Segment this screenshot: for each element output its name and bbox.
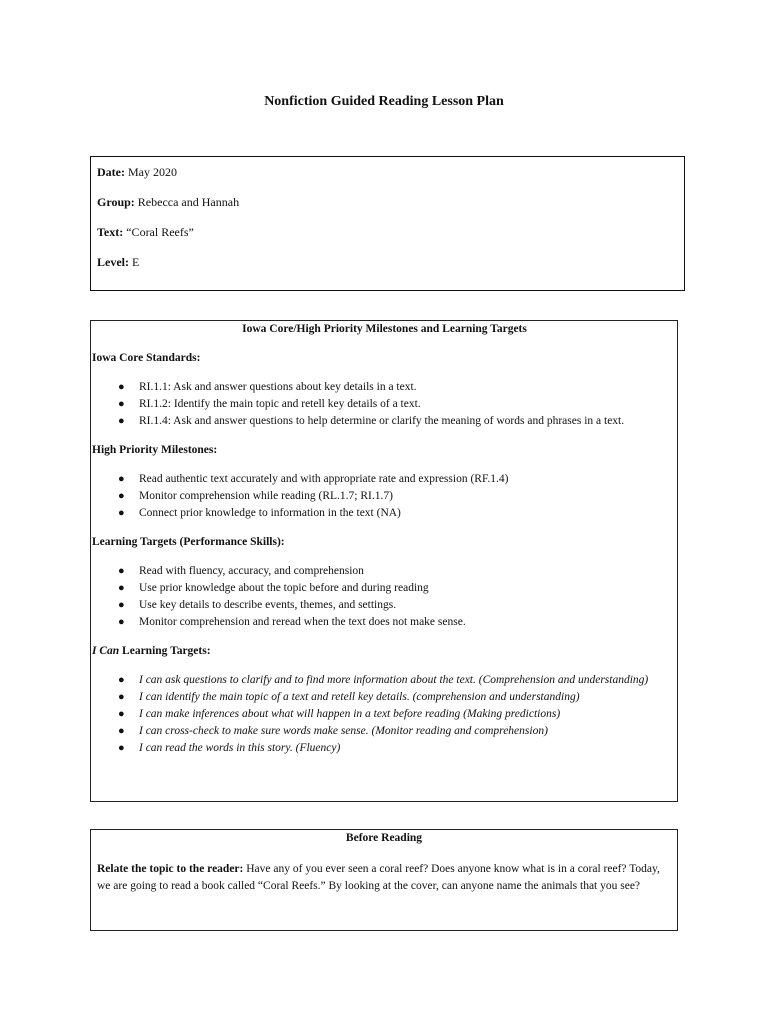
bullet-icon: ●	[118, 490, 125, 502]
list-item: ● RI.1.2: Identify the main topic and retell key details of a text.	[92, 396, 677, 413]
bullet-icon: ●	[118, 708, 125, 720]
bullet-icon: ●	[118, 599, 125, 611]
iowa-core-heading: Iowa Core Standards:	[92, 352, 201, 364]
milestones-heading: High Priority Milestones:	[92, 444, 218, 456]
list-item: ● Use prior knowledge about the topic before and during reading	[92, 580, 677, 597]
date-line	[97, 164, 678, 181]
bullet-icon: ●	[118, 616, 125, 628]
standards-box	[90, 320, 678, 802]
text-line	[97, 224, 678, 241]
standards-heading: Iowa Core/High Priority Milestones and Learning Targets	[242, 323, 527, 335]
level-label: Level:	[97, 255, 129, 269]
page-title: Nonfiction Guided Reading Lesson Plan	[264, 94, 504, 109]
bullet-icon: ●	[118, 742, 125, 754]
bullet-icon: ●	[118, 398, 125, 410]
level-value: E	[129, 255, 140, 269]
list-item: ● Connect prior knowledge to information in the text (NA)	[92, 505, 677, 522]
level-line	[97, 254, 678, 271]
list-item: ● Read authentic text accurately and with appropriate rate and expression (RF.1.4)	[92, 471, 677, 488]
group-value: Rebecca and Hannah	[134, 195, 240, 209]
list-item: ● RI.1.4: Ask and answer questions to help determine or clarify the meaning of words and phrases in a text.	[92, 413, 677, 430]
learning-targets-list	[92, 563, 677, 631]
list-item: ● Monitor comprehension and reread when the text does not make sense.	[92, 614, 677, 631]
list-item: ● I can make inferences about what will happen in a text before reading (Making predictions)	[92, 706, 677, 723]
lesson-info-box	[90, 156, 685, 291]
relate-topic-paragraph	[97, 861, 671, 895]
bullet-icon: ●	[118, 565, 125, 577]
text-value: “Coral Reefs”	[123, 225, 194, 239]
date-label: Date:	[97, 165, 125, 179]
learning-targets-heading: Learning Targets (Performance Skills):	[92, 536, 285, 548]
list-item: ● I can read the words in this story. (Fluency)	[92, 740, 677, 757]
milestones-list	[92, 471, 677, 522]
list-item: ● RI.1.1: Ask and answer questions about key details in a text.	[92, 379, 677, 396]
ican-targets-list	[92, 672, 677, 757]
list-item: ● I can ask questions to clarify and to find more information about the text. (Comprehension and understanding)	[92, 672, 677, 689]
bullet-icon: ●	[118, 415, 125, 427]
relate-topic-label: Relate the topic to the reader:	[97, 863, 244, 875]
list-item: ● I can identify the main topic of a text and retell key details. (comprehension and understanding)	[92, 689, 677, 706]
bullet-icon: ●	[118, 507, 125, 519]
group-line	[97, 194, 678, 211]
bullet-icon: ●	[118, 582, 125, 594]
group-label: Group	[97, 195, 131, 209]
list-item: ● Monitor comprehension while reading (RL.1.7; RI.1.7)	[92, 488, 677, 505]
ican-targets-heading	[92, 643, 677, 660]
bullet-icon: ●	[118, 674, 125, 686]
before-reading-heading: Before Reading	[345, 832, 423, 844]
group-colon: :	[130, 195, 135, 209]
bullet-icon: ●	[118, 725, 125, 737]
bullet-icon: ●	[118, 473, 125, 485]
ican-prefix: I Can	[92, 645, 120, 657]
list-item: ● Read with fluency, accuracy, and comprehension	[92, 563, 677, 580]
ican-heading-rest: Learning Targets:	[119, 645, 211, 657]
iowa-core-list	[92, 379, 677, 430]
relate-topic-text: Have any of you ever seen a coral reef? Does anyone know what is in a coral reef? Today, we are going to read a book called “Coral Reefs.” By looking at the cover, can anyone name the animals that you see?	[97, 863, 660, 892]
list-item: ● Use key details to describe events, themes, and settings.	[92, 597, 677, 614]
before-reading-box	[90, 829, 678, 931]
bullet-icon: ●	[118, 381, 125, 393]
text-label: Text:	[97, 225, 124, 239]
list-item: ● I can cross-check to make sure words make sense. (Monitor reading and comprehension)	[92, 723, 677, 740]
bullet-icon: ●	[118, 691, 125, 703]
date-value: May 2020	[124, 165, 177, 179]
